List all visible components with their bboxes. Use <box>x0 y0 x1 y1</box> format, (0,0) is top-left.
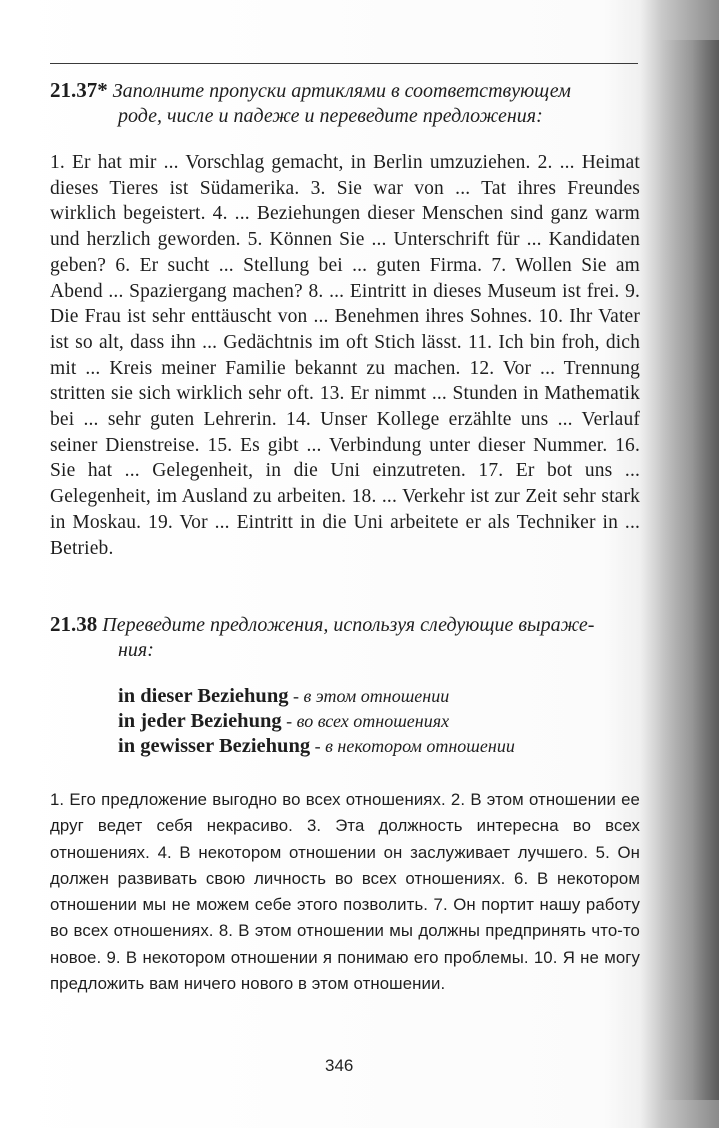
exercise-number: 21.37* <box>50 78 108 102</box>
exercise-instruction: Заполните пропуски артиклями в соответствующем <box>112 80 571 102</box>
exercise-21-38-text: 1. Его предложение выгодно во всех отношениях. 2. В этом отношении ее друг ведет себя некрасиво. 3. Эта должность интересна во всех отношениях. 4. В некотором отношении он заслуживает лучшего. 5. Он должен развивать свою личность во всех отношениях. 6. В некотором отношении мы не можем себе этого позволить. 7. Он портит нашу работу во всех отношениях. 8. В этом отношении мы должны предпринять что-то новое. 9. В некотором отношении я понимаю его проблемы. 10. Я не могу предложить вам ничего нового в этом отношении. <box>50 790 640 994</box>
exercise-21-38-heading <box>50 612 640 663</box>
header-rule <box>50 63 638 64</box>
exercise-instruction: Переведите предложения, используя следующие выраже- <box>102 614 595 636</box>
exercise-21-37-heading <box>50 78 640 129</box>
spine-shadow <box>659 40 719 1100</box>
phrase-item: in jeder Beziehung - во всех отношениях <box>118 710 450 732</box>
exercise-instruction-cont: ния: <box>118 639 154 661</box>
exercise-number: 21.38 <box>50 612 98 636</box>
phrase-item: in gewisser Beziehung - в некотором отношении <box>118 735 515 757</box>
exercise-instruction-cont: роде, числе и падеже и переведите предложения: <box>118 105 543 127</box>
page-number: 346 <box>325 1056 354 1075</box>
phrase-item: in dieser Beziehung - в этом отношении <box>118 685 450 707</box>
phrase-list <box>118 684 638 759</box>
exercise-21-37-text: 1. Er hat mir ... Vorschlag gemacht, in Berlin umzuziehen. 2. ... Heimat dieses Tieres ist Südamerika. 3. Sie war von ... Tat ihres Freundes wirklich begeistert. 4. ... Beziehungen dieser Menschen sind ganz warm und herzlich geworden. 5. Können Sie ... Unterschrift für ... Kandidaten geben? 6. Er sucht ... Stellung bei ... guten Firma. 7. Wollen Sie am Abend ... Spaziergang machen? 8. ... Eintritt in dieses Museum ist frei. 9. Die Frau ist sehr enttäuscht von ... Benehmen ihres Sohnes. 10. Ihr Vater ist so alt, dass ihn ... Gedächtnis im oft Stich lässt. 11. Ich bin froh, dich mit ... Kreis meiner Familie bekannt zu machen. 12. Vor ... Trennung stritten sie sich wirklich sehr oft. 13. Er nimmt ... Stunden in Mathematik bei ... sehr guten Lehrerin. 14. Unser Kollege erzählte uns ... Verlauf seiner Dienstreise. 15. Es gibt ... Verbindung unter dieser Nummer. 16. Sie hat ... Gelegenheit, in die Uni einzutreten. 17. Er bot uns ... Gelegenheit, im Ausland zu arbeiten. 18. ... Verkehr ist zur Zeit sehr stark in Moskau. 19. Vor ... Eintritt in die Uni arbeitete er als Techniker in ... Betrieb. <box>50 152 640 559</box>
